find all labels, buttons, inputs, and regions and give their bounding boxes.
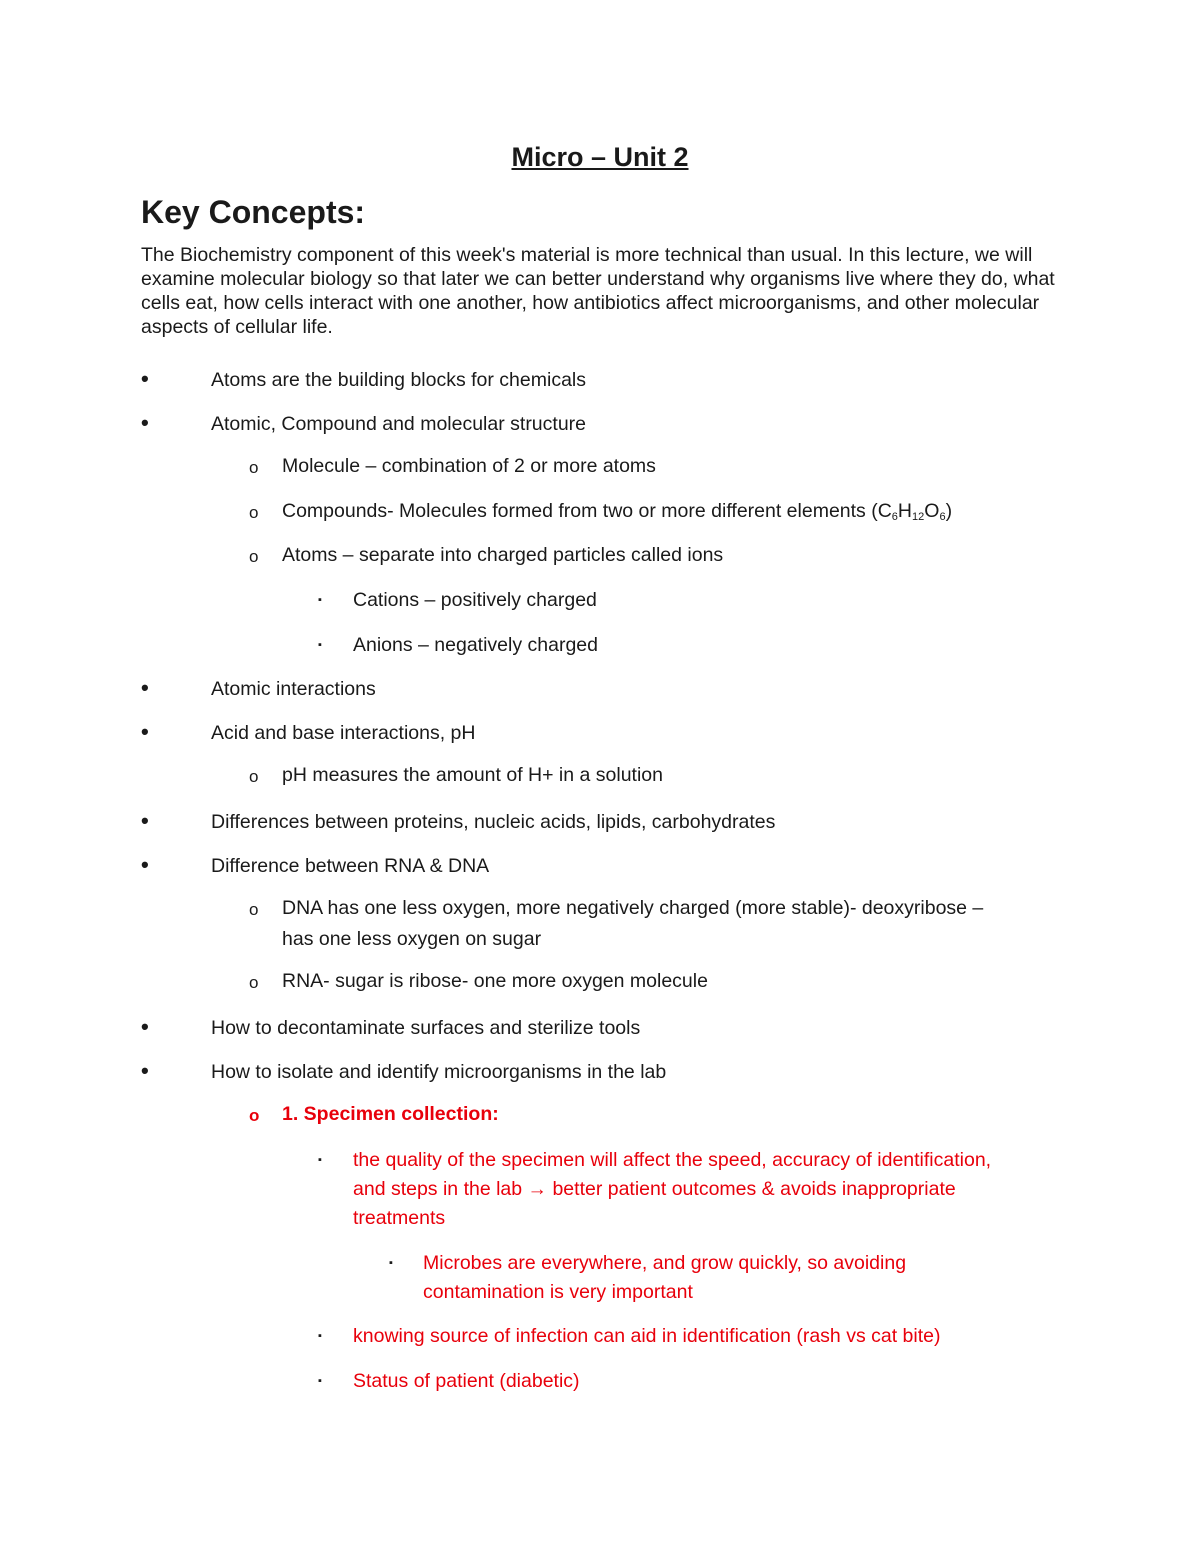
square-marker: ▪ (318, 594, 322, 606)
list-item-status: Status of patient (diabetic) (353, 1370, 580, 1392)
bullet-marker: • (141, 410, 149, 435)
square-marker: ▪ (318, 639, 322, 651)
list-item-source: knowing source of infection can aid in identification (rash vs cat bite) (353, 1325, 941, 1347)
square-marker: ▪ (318, 1375, 322, 1387)
list-item-specimen: 1. Specimen collection: (282, 1103, 499, 1125)
list-item-quality-line1: the quality of the specimen will affect the speed, accuracy of identification, (353, 1149, 992, 1171)
list-item-cations: Cations – positively charged (353, 589, 597, 611)
bullet-marker: • (141, 1058, 149, 1083)
bullet-marker: • (141, 1014, 149, 1039)
list-item-structure: Atomic, Compound and molecular structure (211, 413, 587, 435)
list-item-ions: Atoms – separate into charged particles called ions (282, 544, 724, 566)
circle-marker: o (249, 1106, 260, 1125)
list-item-rna: RNA- sugar is ribose- one more oxygen molecule (282, 970, 708, 992)
key-concepts-heading: Key Concepts: (141, 194, 366, 230)
list-item-isolate: How to isolate and identify microorganisms in the lab (211, 1061, 667, 1083)
list-item-ph: pH measures the amount of H+ in a solution (282, 764, 664, 786)
list-item-dna-line1: DNA has one less oxygen, more negatively charged (more stable)- deoxyribose – (282, 897, 984, 919)
list-item-atoms-blocks: Atoms are the building blocks for chemicals (211, 369, 587, 391)
bullet-marker: • (141, 808, 149, 833)
arrow-right-icon: → (527, 1178, 548, 1200)
list-item-interactions: Atomic interactions (211, 678, 376, 700)
list-item-molecule: Molecule – combination of 2 or more atoms (282, 455, 656, 477)
document-title: Micro – Unit 2 (511, 142, 689, 172)
circle-marker: o (249, 458, 259, 477)
circle-marker: o (249, 503, 259, 522)
list-item-rna-dna: Difference between RNA & DNA (211, 855, 490, 877)
bullet-marker: • (141, 719, 149, 744)
list-item-quality-line2: and steps in the lab → better patient outcomes & avoids inappropriate (353, 1178, 956, 1200)
list-item-differences: Differences between proteins, nucleic acids, lipids, carbohydrates (211, 811, 776, 833)
list-item-microbes-line1: Microbes are everywhere, and grow quickly, so avoiding (423, 1252, 907, 1274)
list-item-quality-line3: treatments (353, 1207, 446, 1229)
bullet-marker: • (141, 675, 149, 700)
list-item-dna-line2: has one less oxygen on sugar (282, 928, 542, 950)
circle-marker: o (249, 547, 259, 566)
list-item-compounds: Compounds- Molecules formed from two or more different elements $(C_6H_{12}O_6)$ (282, 500, 953, 523)
circle-marker: o (249, 767, 259, 786)
square-marker: ▪ (318, 1330, 322, 1342)
list-item-acid-base: Acid and base interactions, pH (211, 722, 476, 744)
square-marker: ▪ (389, 1257, 393, 1269)
list-item-decontaminate: How to decontaminate surfaces and sterilize tools (211, 1017, 641, 1039)
list-item-anions: Anions – negatively charged (353, 634, 598, 656)
intro-paragraph: The Biochemistry component of this week's material is more technical than usual. In this lecture, we will examine molecular biology so that later we can better understand why organisms live where they do, what cells eat, how cells interact with one another, how antibiotics affect microorganisms, and other molecular aspects of cellular life. (141, 244, 1055, 338)
bullet-marker: • (141, 852, 149, 877)
circle-marker: o (249, 900, 259, 919)
square-marker: ▪ (318, 1154, 322, 1166)
circle-marker: o (249, 973, 259, 992)
list-item-microbes-line2: contamination is very important (423, 1281, 693, 1303)
bullet-marker: • (141, 366, 149, 391)
